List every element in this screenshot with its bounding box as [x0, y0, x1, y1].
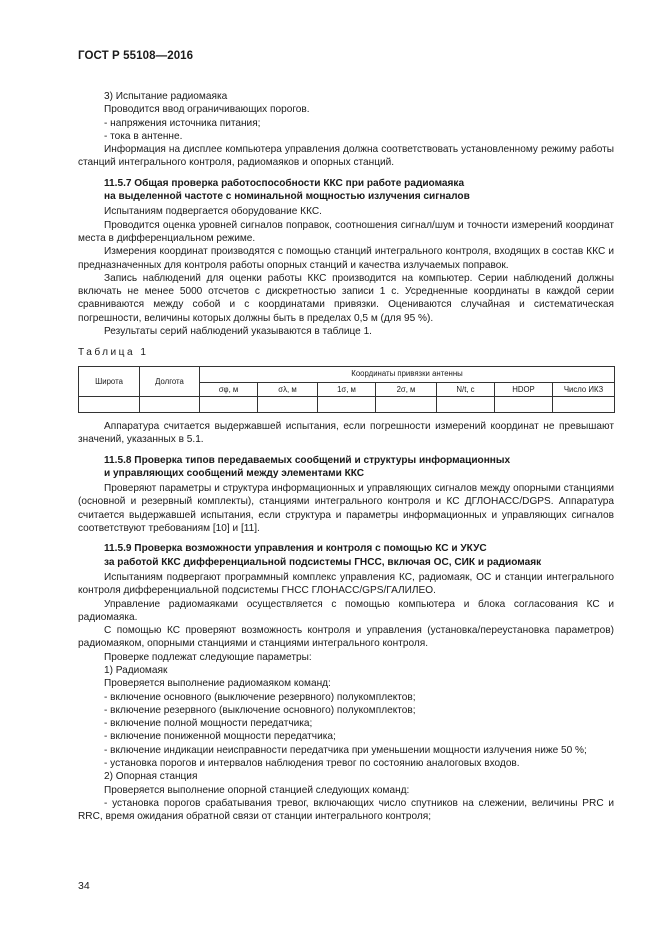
column-group-header: Координаты привязки антенны: [200, 366, 615, 382]
intro-line: - тока в антенне.: [104, 130, 183, 142]
section-heading-11-5-7: [78, 177, 614, 204]
list-item: - включение основного (выключение резервного) полукомплектов;: [104, 691, 416, 703]
intro-line: - напряжения источника питания;: [104, 117, 261, 129]
table-cell: [140, 396, 200, 412]
section-heading-11-5-9: [78, 542, 614, 569]
paragraph: С помощью КС проверяют возможность контроля и управления (установка/переустановка параметров) радиомаяком, опорными станциями и станциями интегрального контроля.: [78, 625, 614, 650]
table-cell: [318, 396, 376, 412]
table-cell: [553, 396, 615, 412]
intro-line: Проводится ввод ограничивающих порогов.: [104, 104, 310, 116]
column-header: N/t, с: [437, 382, 495, 396]
list-item: - установка порогов срабатывания тревог, включающих число спутников на слежении, величины PRC и RRC, время ожидания обратной связи от станции интегрального контроля;: [78, 797, 614, 823]
paragraph: Проверке подлежат следующие параметры:: [104, 651, 312, 663]
table-row: [79, 396, 615, 412]
list-item: - включение полной мощности передатчика;: [104, 718, 313, 730]
paragraph: Испытаниям подвергается оборудование ККС.: [104, 206, 322, 218]
table-cell: [200, 396, 258, 412]
list-item: - включение пониженной мощности передатчика;: [104, 731, 336, 743]
paragraph: Проверяется выполнение опорной станцией следующих команд:: [104, 784, 410, 796]
intro-line: 3) Испытание радиомаяка: [104, 91, 228, 102]
paragraph: Аппаратура считается выдержавшей испытания, если погрешности измерений координат не превышают значений, указанных в 5.1.: [78, 420, 614, 446]
column-header: 2σ, м: [376, 382, 437, 396]
column-header: σφ, м: [200, 382, 258, 396]
table-cell: [79, 396, 140, 412]
paragraph: Измерения координат производятся с помощью станций интегрального контроля, входящих в состав ККС и предназначенных для контроля работы опорных станций и качества излучаемых поправок.: [78, 246, 614, 271]
heading-line: 11.5.9 Проверка возможности управления и контроля с помощью КС и УКУС: [104, 543, 487, 555]
paragraph: Результаты серий наблюдений указываются в таблице 1.: [104, 326, 372, 338]
column-header-latitude: Широта: [79, 366, 140, 396]
table-caption: Таблица 1: [78, 347, 149, 359]
column-header: σλ, м: [258, 382, 318, 396]
paragraph: Испытаниям подвергают программный комплекс управления КС, радиомаяк, ОС и станции интегрального контроля дифференциальной подсистемы ГНСС ГЛОНАСС/GPS/ГАЛИЛЕО.: [78, 571, 614, 597]
paragraph: Проверяют параметры и структура информационных и управляющих сигналов между опорными станциями (основной и резервный комплекты), станциями интегрального контроля и КС ДГЛОНАСС/DGPS. Аппаратура считается выдержавшей испытания, если структура и параметры информационных и управляющих сигналов соответствуют требованиям [10] и [11].: [78, 483, 614, 535]
list-item: - включение индикации неисправности передатчика при уменьшении мощности излучения ниже 50 %;: [104, 744, 587, 756]
paragraph: Запись наблюдений для оценки работы ККС производится на компьютер. Серии наблюдений должны включать не менее 5000 отсчетов с дискретностью записи 1 с. Усредненные координаты в каждой серии сравниваются между собой и с координатами привязки. Оцениваются случайная и систематическая погрешности, величины которых должны быть в пределах 0,5 м (для 95 %).: [78, 272, 614, 324]
paragraph: Управление радиомаяками осуществляется с помощью компьютера и блока согласования КС и радиомаяка.: [78, 598, 614, 623]
list-item: - установка порогов и интервалов наблюдения тревог по состоянию аналоговых входов.: [104, 758, 520, 770]
results-table: [78, 366, 615, 413]
heading-line: 11.5.7 Общая проверка работоспособности ККС при работе радиомаяка: [104, 177, 465, 189]
table-cell: [376, 396, 437, 412]
heading-line: и управляющих сообщений между элементами ККС: [104, 467, 365, 479]
section-heading-11-5-8: [78, 454, 614, 481]
heading-line: на выделенной частоте с номинальной мощностью излучения сигналов: [104, 191, 470, 203]
table-cell: [437, 396, 495, 412]
document-body: [78, 90, 614, 824]
table-cell: [495, 396, 553, 412]
paragraph: Проверяется выполнение радиомаяком команд:: [104, 678, 331, 690]
paragraph-info: Информация на дисплее компьютера управления должна соответствовать установленному режиму работы станций интегрального контроля, радиомаяков и опорных станций.: [78, 144, 614, 169]
column-header-longitude: Долгота: [140, 366, 200, 396]
list-item: - включение резервного (выключение основного) полукомплектов;: [104, 704, 416, 716]
paragraph: Проводится оценка уровней сигналов поправок, соотношения сигнал/шум и точности измерений координат места в дифференциальном режиме.: [78, 219, 614, 244]
document-header: ГОСТ Р 55108—2016: [78, 50, 194, 62]
heading-line: 11.5.8 Проверка типов передаваемых сообщений и структуры информационных: [104, 454, 511, 466]
heading-line: за работой ККС дифференциальной подсистемы ГНСС, включая ОС, СИК и радиомаяк: [104, 556, 542, 568]
page-number: 34: [78, 880, 90, 892]
paragraph: 1) Радиомаяк: [104, 664, 168, 676]
paragraph: 2) Опорная станция: [104, 771, 198, 783]
table-cell: [258, 396, 318, 412]
column-header: HDOP: [495, 382, 553, 396]
column-header: Число ИКЗ: [553, 382, 615, 396]
column-header: 1σ, м: [318, 382, 376, 396]
